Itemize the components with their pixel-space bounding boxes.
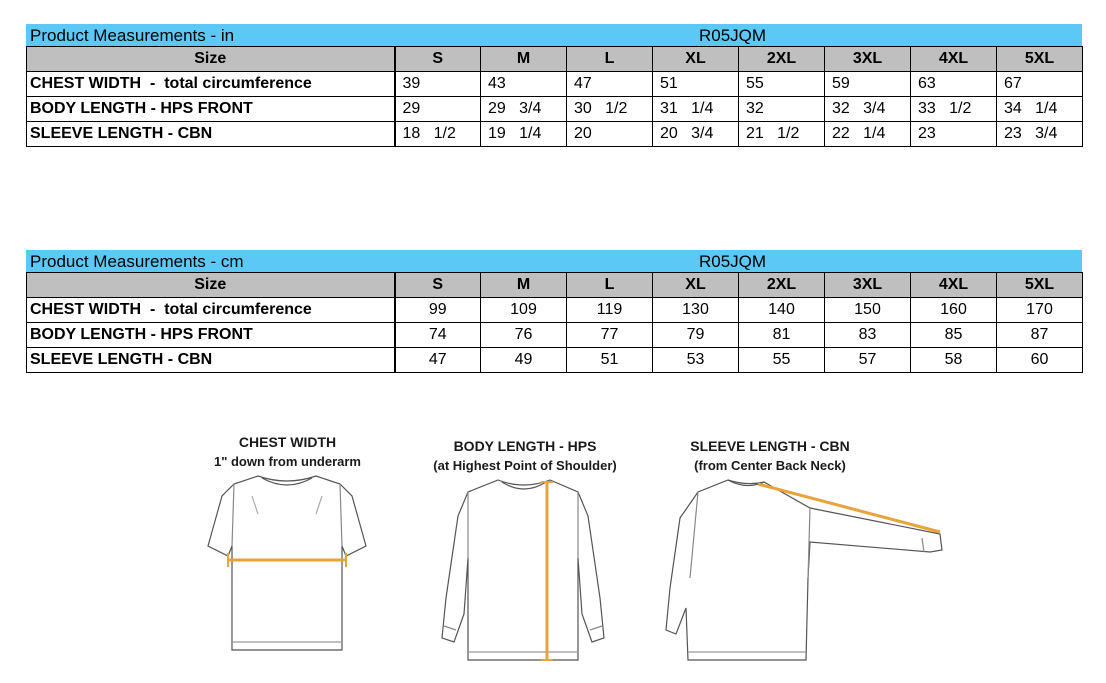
table-cell: 49 <box>481 348 567 373</box>
table-cell: 79 <box>653 323 739 348</box>
size-header: Size <box>27 273 395 298</box>
table-title-bar <box>26 24 1082 46</box>
table-cell: 20 3/4 <box>653 122 739 147</box>
chest-width-diagram <box>180 434 395 664</box>
table-row-sleeve <box>27 348 1083 373</box>
row-label: CHEST WIDTH - total circumference <box>27 298 395 323</box>
size-col-header: 3XL <box>825 273 911 298</box>
row-label: SLEEVE LENGTH - CBN <box>27 348 395 373</box>
row-label: SLEEVE LENGTH - CBN <box>27 122 395 147</box>
table-cell: 150 <box>825 298 911 323</box>
table-cell: 39 <box>395 72 481 97</box>
size-col-header: L <box>567 47 653 72</box>
table-cell: 31 1/4 <box>653 97 739 122</box>
table-cell: 47 <box>395 348 481 373</box>
size-col-header: 2XL <box>739 273 825 298</box>
table-cell: 23 3/4 <box>997 122 1083 147</box>
size-col-header: M <box>481 273 567 298</box>
diagram-caption-title: BODY LENGTH - HPS <box>453 438 597 454</box>
size-col-header: 5XL <box>997 47 1083 72</box>
table-cell: 34 1/4 <box>997 97 1083 122</box>
diagram-caption-title: SLEEVE LENGTH - CBN <box>690 438 850 454</box>
table-cell: 59 <box>825 72 911 97</box>
longsleeve-front-illustration <box>410 438 640 668</box>
table-title: Product Measurements - in <box>30 26 235 45</box>
table-cell: 55 <box>739 348 825 373</box>
table-cell: 119 <box>567 298 653 323</box>
size-table <box>26 272 1083 373</box>
size-col-header: 4XL <box>911 47 997 72</box>
style-code: R05JQM <box>699 252 767 271</box>
row-label: CHEST WIDTH - total circumference <box>27 72 395 97</box>
table-header-row <box>27 273 1083 298</box>
table-cell: 83 <box>825 323 911 348</box>
table-cell: 74 <box>395 323 481 348</box>
row-label: BODY LENGTH - HPS FRONT <box>27 323 395 348</box>
body-length-diagram <box>410 438 640 668</box>
table-cell: 55 <box>739 72 825 97</box>
table-cell: 67 <box>997 72 1083 97</box>
size-col-header: XL <box>653 47 739 72</box>
diagram-caption-title: CHEST WIDTH <box>238 434 337 450</box>
table-cell: 53 <box>653 348 739 373</box>
diagram-caption-note: (at Highest Point of Shoulder) <box>433 458 617 473</box>
size-col-header: S <box>395 47 481 72</box>
size-col-header: 4XL <box>911 273 997 298</box>
table-cell: 23 <box>911 122 997 147</box>
table-cell: 160 <box>911 298 997 323</box>
table-cell: 60 <box>997 348 1083 373</box>
table-cell: 47 <box>567 72 653 97</box>
measurements-table-inches <box>26 24 1082 147</box>
size-header: Size <box>27 47 395 72</box>
table-cell: 19 1/4 <box>481 122 567 147</box>
table-cell: 130 <box>653 298 739 323</box>
table-cell: 57 <box>825 348 911 373</box>
style-code: R05JQM <box>699 26 767 45</box>
table-cell: 29 3/4 <box>481 97 567 122</box>
table-row-chest <box>27 72 1083 97</box>
size-col-header: XL <box>653 273 739 298</box>
tshirt-front-illustration <box>180 434 395 664</box>
table-cell: 140 <box>739 298 825 323</box>
table-cell: 63 <box>911 72 997 97</box>
table-cell: 22 1/4 <box>825 122 911 147</box>
table-cell: 32 3/4 <box>825 97 911 122</box>
table-cell: 87 <box>997 323 1083 348</box>
table-cell: 81 <box>739 323 825 348</box>
table-cell: 170 <box>997 298 1083 323</box>
table-title-bar <box>26 250 1082 272</box>
size-col-header: 2XL <box>739 47 825 72</box>
table-cell: 43 <box>481 72 567 97</box>
table-cell: 51 <box>653 72 739 97</box>
size-col-header: M <box>481 47 567 72</box>
table-cell: 30 1/2 <box>567 97 653 122</box>
sleeve-length-diagram <box>660 438 950 668</box>
table-cell: 99 <box>395 298 481 323</box>
table-cell: 18 1/2 <box>395 122 481 147</box>
longsleeve-back-illustration <box>660 438 950 668</box>
diagram-caption-note: (from Center Back Neck) <box>694 458 846 473</box>
size-col-header: S <box>395 273 481 298</box>
measurements-table-cm <box>26 250 1082 373</box>
size-col-header: L <box>567 273 653 298</box>
table-header-row <box>27 47 1083 72</box>
table-cell: 85 <box>911 323 997 348</box>
table-cell: 76 <box>481 323 567 348</box>
row-label: BODY LENGTH - HPS FRONT <box>27 97 395 122</box>
table-cell: 58 <box>911 348 997 373</box>
table-row-body <box>27 323 1083 348</box>
table-cell: 51 <box>567 348 653 373</box>
table-cell: 77 <box>567 323 653 348</box>
diagram-caption-note: 1" down from underarm <box>213 454 361 469</box>
size-table <box>26 46 1083 147</box>
size-col-header: 3XL <box>825 47 911 72</box>
table-cell: 29 <box>395 97 481 122</box>
table-cell: 32 <box>739 97 825 122</box>
table-row-body <box>27 97 1083 122</box>
table-cell: 33 1/2 <box>911 97 997 122</box>
size-col-header: 5XL <box>997 273 1083 298</box>
table-title: Product Measurements - cm <box>30 252 244 271</box>
table-cell: 109 <box>481 298 567 323</box>
table-cell: 20 <box>567 122 653 147</box>
table-row-sleeve <box>27 122 1083 147</box>
table-cell: 21 1/2 <box>739 122 825 147</box>
table-row-chest <box>27 298 1083 323</box>
